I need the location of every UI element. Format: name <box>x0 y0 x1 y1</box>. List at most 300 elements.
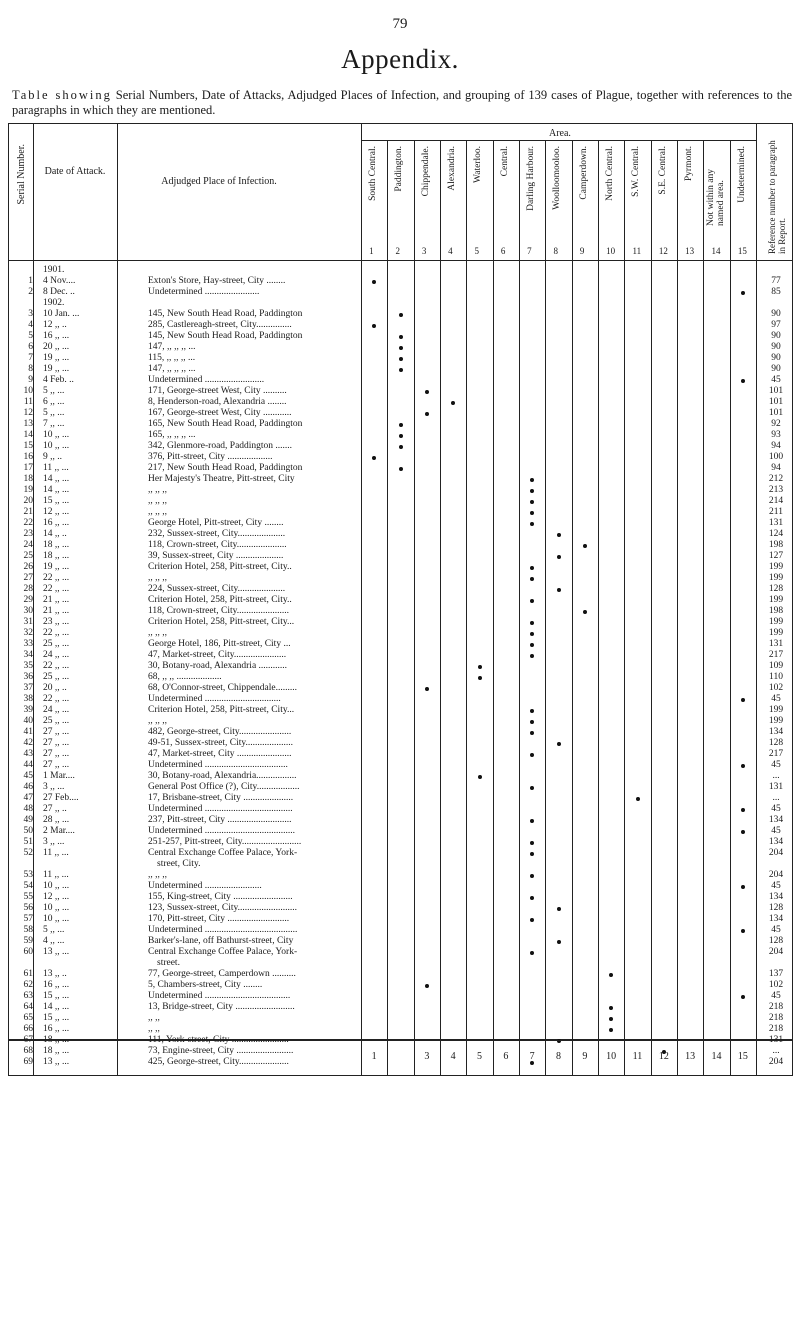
table-row <box>9 628 794 639</box>
place-of-infection: Undetermined ....................................... <box>148 925 298 935</box>
table-row <box>9 705 794 716</box>
place-of-infection: Exton's Store, Hay-street, City ........ <box>148 276 286 286</box>
attack-date: 14 ,, ... <box>43 485 70 495</box>
reference-number: 45 <box>771 881 781 891</box>
serial-number: 20 <box>23 496 33 506</box>
attack-date: 16 ,, ... <box>43 331 70 341</box>
serial-number: 58 <box>23 925 33 935</box>
area-marker <box>372 280 376 284</box>
column-divider <box>519 1041 520 1075</box>
area-marker <box>399 445 403 449</box>
attack-date: 13 ,, ... <box>43 947 70 957</box>
year-label: 1901. <box>43 265 65 275</box>
reference-number: 214 <box>768 496 784 506</box>
serial-number: 7 <box>28 353 33 363</box>
area-marker <box>530 577 534 581</box>
area-marker <box>530 709 534 713</box>
serial-number: 59 <box>23 936 33 946</box>
serial-number: 30 <box>23 606 33 616</box>
reference-number: 128 <box>768 738 784 748</box>
serial-number: 49 <box>23 815 33 825</box>
table-row <box>9 650 794 661</box>
table-row <box>9 375 794 386</box>
place-of-infection: Barker's-lane, off Bathurst-street, City <box>148 936 294 946</box>
date-header: Date of Attack. <box>44 166 106 177</box>
reference-number: 204 <box>768 870 784 880</box>
table-row-continuation <box>9 958 794 969</box>
place-of-infection: Criterion Hotel, 258, Pitt-street, City.. <box>148 595 292 605</box>
area-marker <box>636 797 640 801</box>
table-row <box>9 925 794 936</box>
table-row <box>9 837 794 848</box>
place-of-infection: 47, Market-street, City...................... <box>148 650 287 660</box>
place-header: Adjudged Place of Infection. <box>161 176 277 187</box>
area-column-header: South Central. <box>368 146 378 201</box>
serial-number: 35 <box>23 661 33 671</box>
table-row <box>9 507 794 518</box>
attack-date: 14 ,, ... <box>43 474 70 484</box>
area-marker <box>530 489 534 493</box>
table-row <box>9 276 794 287</box>
reference-number: 134 <box>768 815 784 825</box>
serial-number: 10 <box>23 386 33 396</box>
place-of-infection: ,, ,, <box>148 1024 160 1034</box>
serial-number: 68 <box>23 1046 33 1056</box>
place-of-infection: ,, ,, <box>148 1013 160 1023</box>
table-row <box>9 749 794 760</box>
area-marker <box>609 1028 613 1032</box>
area-marker <box>530 478 534 482</box>
attack-date: 2 Mar.... <box>43 826 75 836</box>
attack-date: 5 ,, ... <box>43 408 65 418</box>
area-column-header: Paddington. <box>394 146 405 192</box>
reference-number: 90 <box>771 353 781 363</box>
caption-text: Serial Numbers, Date of Attacks, Adjudged Places of Infection, and grouping of 139 cases of Plague, together with references to the paragraphs in which they are mentioned. <box>12 88 792 117</box>
place-of-infection: 165, New South Head Road, Paddington <box>148 419 303 429</box>
column-divider <box>361 124 362 260</box>
table-row <box>9 881 794 892</box>
reference-number: 94 <box>771 463 781 473</box>
table-row <box>9 793 794 804</box>
table-row <box>9 430 794 441</box>
place-of-infection: 73, Engine-street, City ........................ <box>148 1046 294 1056</box>
reference-number: 94 <box>771 441 781 451</box>
table-row <box>9 980 794 991</box>
table-row <box>9 551 794 562</box>
column-divider <box>361 1041 362 1075</box>
reference-number: 134 <box>768 892 784 902</box>
reference-number: ... <box>772 793 780 803</box>
serial-number: 3 <box>28 309 33 319</box>
attack-date: 13 ,, .. <box>43 969 67 979</box>
serial-number: 18 <box>23 474 33 484</box>
serial-number: 9 <box>28 375 33 385</box>
column-divider <box>572 1041 573 1075</box>
area-column-header: Chippendale. <box>420 146 431 197</box>
serial-number: 33 <box>23 639 33 649</box>
footer-column-number: 10 <box>606 1051 617 1062</box>
place-of-infection: 224, Sussex-street, City.................... <box>148 584 286 594</box>
place-of-infection: 376, Pitt-street, City ................... <box>148 452 273 462</box>
column-divider <box>624 140 625 260</box>
reference-number: 100 <box>768 452 784 462</box>
attack-date: 10 ,, ... <box>43 881 70 891</box>
attack-date: 19 ,, ... <box>43 364 70 374</box>
reference-number: 128 <box>768 903 784 913</box>
attack-date: 12 ,, ... <box>43 892 70 902</box>
reference-number: 199 <box>768 705 784 715</box>
attack-date: 10 ,, ... <box>43 903 70 913</box>
column-divider <box>703 1041 704 1075</box>
footer-column-number: 1 <box>371 1051 377 1062</box>
reference-number: 199 <box>768 716 784 726</box>
area-marker <box>530 500 534 504</box>
attack-date: 15 ,, ... <box>43 496 70 506</box>
area-column-number: 11 <box>632 246 642 256</box>
reference-number: 45 <box>771 760 781 770</box>
column-divider <box>33 1041 34 1075</box>
attack-date: 1 Mar.... <box>43 771 75 781</box>
attack-date: 20 ,, ... <box>43 342 70 352</box>
attack-date: 21 ,, ... <box>43 595 70 605</box>
reference-number: 90 <box>771 331 781 341</box>
table-row <box>9 738 794 749</box>
reference-number: 212 <box>768 474 784 484</box>
attack-date: 19 ,, ... <box>43 353 70 363</box>
attack-date: 28 ,, ... <box>43 815 70 825</box>
column-divider <box>598 140 599 260</box>
place-of-infection: 118, Crown-street, City..................... <box>148 540 287 550</box>
attack-date: 4 Feb. .. <box>43 375 74 385</box>
area-column-header: Alexandria. <box>447 146 457 191</box>
reference-number: 199 <box>768 562 784 572</box>
reference-number: 204 <box>768 848 784 858</box>
area-marker <box>741 995 745 999</box>
place-of-infection: George Hotel, 186, Pitt-street, City ... <box>148 639 291 649</box>
reference-number: 92 <box>771 419 781 429</box>
place-of-infection: 111, York-street, City ........................ <box>148 1035 289 1045</box>
column-divider <box>519 140 520 260</box>
area-column-number: 1 <box>369 246 374 256</box>
area-marker <box>530 599 534 603</box>
serial-number: 63 <box>23 991 33 1001</box>
table-row <box>9 397 794 408</box>
reference-number: 199 <box>768 628 784 638</box>
area-marker <box>557 588 561 592</box>
serial-number: 65 <box>23 1013 33 1023</box>
table-row <box>9 903 794 914</box>
reference-number: 102 <box>768 980 784 990</box>
reference-number: 45 <box>771 375 781 385</box>
table-row <box>9 584 794 595</box>
place-of-infection: 49-51, Sussex-street, City.................... <box>148 738 294 748</box>
area-marker <box>399 357 403 361</box>
place-of-infection: ,, ,, ,, <box>148 507 167 517</box>
place-of-infection: 17, Brisbane-street, City ..................... <box>148 793 294 803</box>
table-row <box>9 595 794 606</box>
area-marker <box>557 907 561 911</box>
serial-number: 25 <box>23 551 33 561</box>
area-column-header: Camperdown. <box>578 146 589 200</box>
footer-column-number: 9 <box>582 1051 588 1062</box>
reference-number: 134 <box>768 914 784 924</box>
serial-number: 5 <box>28 331 33 341</box>
area-marker <box>557 742 561 746</box>
serial-number: 2 <box>28 287 33 297</box>
place-of-infection: 170, Pitt-street, City .......................... <box>148 914 290 924</box>
area-marker <box>530 511 534 515</box>
footer-column-number: 6 <box>503 1051 509 1062</box>
area-marker <box>399 346 403 350</box>
table-row <box>9 331 794 342</box>
attack-date: 11 ,, ... <box>43 848 69 858</box>
attack-date: 23 ,, ... <box>43 617 70 627</box>
area-column-number: 5 <box>474 246 479 256</box>
area-column-number: 6 <box>500 246 506 256</box>
area-column-number: 8 <box>553 246 558 256</box>
attack-date: 10 ,, ... <box>43 914 70 924</box>
attack-date: 13 ,, ... <box>43 1057 70 1067</box>
area-column-number: 14 <box>711 246 721 256</box>
reference-number: 93 <box>771 430 781 440</box>
place-of-infection: 147, ,, ,, ,, ... <box>148 364 196 374</box>
place-of-infection: ,, ,, ,, <box>148 485 167 495</box>
column-divider <box>730 1041 731 1075</box>
place-of-infection: 342, Glenmore-road, Paddington ....... <box>148 441 293 451</box>
column-divider <box>387 140 388 260</box>
attack-date: 6 ,, ... <box>43 397 65 407</box>
table-row <box>9 727 794 738</box>
attack-date: 18 ,, ... <box>43 1035 70 1045</box>
place-of-infection: 5, Chambers-street, City ........ <box>148 980 263 990</box>
table-row <box>9 848 794 859</box>
table-row <box>9 1013 794 1024</box>
serial-number: 12 <box>23 408 33 418</box>
place-of-infection: 47, Market-street, City ....................... <box>148 749 292 759</box>
serial-number: 56 <box>23 903 33 913</box>
place-of-infection: Undetermined ........................ <box>148 881 262 891</box>
place-of-infection: General Post Office (?), City.................. <box>148 782 300 792</box>
reference-number: 109 <box>768 661 784 671</box>
area-column-header: Central. <box>499 146 510 177</box>
reference-number: 217 <box>768 650 784 660</box>
serial-number: 48 <box>23 804 33 814</box>
column-divider <box>545 140 546 260</box>
serial-number: 53 <box>23 870 33 880</box>
place-of-infection: Undetermined ...................................... <box>148 826 295 836</box>
table-row <box>9 991 794 1002</box>
column-divider <box>493 1041 494 1075</box>
attack-date: 5 ,, ... <box>43 386 65 396</box>
column-divider <box>730 140 731 260</box>
place-of-infection: ,, ,, ,, <box>148 496 167 506</box>
attack-date: 10 Jan. ... <box>43 309 80 319</box>
caption-lead: Table showing <box>12 88 112 102</box>
column-divider <box>598 1041 599 1075</box>
area-marker <box>530 731 534 735</box>
column-divider <box>651 140 652 260</box>
area-header: Area. <box>549 128 571 139</box>
table-row <box>9 1024 794 1035</box>
serial-number: 66 <box>23 1024 33 1034</box>
place-of-infection: 482, George-street, City...................... <box>148 727 292 737</box>
area-column-number: 13 <box>685 246 695 256</box>
area-column-header: S.W. Central. <box>631 146 642 197</box>
attack-date: 16 ,, ... <box>43 518 70 528</box>
serial-number: 15 <box>23 441 33 451</box>
attack-date: 27 ,, .. <box>43 804 67 814</box>
place-of-infection: 145, New South Head Road, Paddington <box>148 331 303 341</box>
table-footer <box>8 1040 793 1076</box>
place-of-infection: Undetermined ..................................... <box>148 804 293 814</box>
serial-number: 23 <box>23 529 33 539</box>
reference-number: 101 <box>768 386 784 396</box>
serial-number: 34 <box>23 650 33 660</box>
footer-column-number: 8 <box>556 1051 561 1062</box>
place-of-infection: 118, Crown-street, City...................... <box>148 606 289 616</box>
table-row <box>9 870 794 881</box>
year-label: 1902. <box>43 298 65 308</box>
column-divider <box>756 1041 757 1075</box>
serial-number: 57 <box>23 914 33 924</box>
serial-number: 14 <box>23 430 33 440</box>
table-row <box>9 452 794 463</box>
attack-date: 10 ,, ... <box>43 430 70 440</box>
area-marker <box>530 720 534 724</box>
table-row <box>9 694 794 705</box>
table-row <box>9 496 794 507</box>
serial-number: 38 <box>23 694 33 704</box>
table-row <box>9 1002 794 1013</box>
table-row-continuation <box>9 859 794 870</box>
table-row <box>9 914 794 925</box>
place-of-infection: Central Exchange Coffee Palace, York- <box>148 848 298 858</box>
place-of-infection: Criterion Hotel, 258, Pitt-street, City.. <box>148 562 292 572</box>
serial-number: 46 <box>23 782 33 792</box>
attack-date: 27 Feb.... <box>43 793 79 803</box>
column-divider <box>677 1041 678 1075</box>
attack-date: 3 ,, ... <box>43 782 65 792</box>
serial-number: 41 <box>23 727 33 737</box>
reference-number: 131 <box>768 518 784 528</box>
table-header <box>8 123 793 261</box>
reference-number: 199 <box>768 573 784 583</box>
area-marker <box>425 687 429 691</box>
attack-date: 27 ,, ... <box>43 760 70 770</box>
serial-number: 61 <box>23 969 33 979</box>
attack-date: 12 ,, ... <box>43 507 70 517</box>
attack-date: 19 ,, ... <box>43 562 70 572</box>
area-marker <box>530 874 534 878</box>
attack-date: 25 ,, ... <box>43 672 70 682</box>
serial-number: 60 <box>23 947 33 957</box>
area-marker <box>741 379 745 383</box>
attack-date: 5 ,, ... <box>43 925 65 935</box>
attack-date: 10 ,, ... <box>43 441 70 451</box>
area-marker <box>583 544 587 548</box>
column-divider <box>440 1041 441 1075</box>
footer-column-number: 13 <box>685 1051 696 1062</box>
serial-number: 50 <box>23 826 33 836</box>
area-marker <box>530 632 534 636</box>
serial-number: 4 <box>28 320 33 330</box>
area-column-header: S.E. Central. <box>657 146 668 195</box>
area-marker <box>399 467 403 471</box>
attack-date: 11 ,, ... <box>43 870 69 880</box>
column-divider <box>466 140 467 260</box>
attack-date: 16 ,, ... <box>43 1024 70 1034</box>
place-of-infection: 237, Pitt-street, City ........................... <box>148 815 292 825</box>
area-marker <box>530 643 534 647</box>
attack-date: 22 ,, ... <box>43 573 70 583</box>
table-row <box>9 716 794 727</box>
footer-column-number: 3 <box>424 1051 430 1062</box>
serial-number: 28 <box>23 584 33 594</box>
area-column-number: 12 <box>658 246 668 256</box>
table-row <box>9 639 794 650</box>
table-row <box>9 364 794 375</box>
reference-number: 45 <box>771 925 781 935</box>
area-marker <box>530 951 534 955</box>
area-column-header: Undetermined. <box>736 146 747 203</box>
serial-number: 43 <box>23 749 33 759</box>
area-marker <box>557 940 561 944</box>
attack-date: 22 ,, ... <box>43 694 70 704</box>
area-marker <box>425 984 429 988</box>
serial-number: 39 <box>23 705 33 715</box>
area-marker <box>609 1006 613 1010</box>
reference-number: 204 <box>768 1057 784 1067</box>
table-row <box>9 320 794 331</box>
table-row <box>9 419 794 430</box>
serial-number: 13 <box>23 419 33 429</box>
serial-number: 6 <box>28 342 33 352</box>
place-of-infection: Criterion Hotel, 258, Pitt-street, City... <box>148 617 295 627</box>
place-of-infection: Undetermined ....................... <box>148 287 260 297</box>
serial-number: 27 <box>23 573 33 583</box>
area-marker <box>372 456 376 460</box>
column-divider <box>117 124 118 260</box>
attack-date: 24 ,, ... <box>43 705 70 715</box>
reference-number: 90 <box>771 309 781 319</box>
serial-number: 22 <box>23 518 33 528</box>
table-row <box>9 947 794 958</box>
reference-number: 45 <box>771 991 781 1001</box>
serial-number: 51 <box>23 837 33 847</box>
area-column-header: Pyrmont. <box>684 146 694 182</box>
place-of-infection: 123, Sussex-street, City......................... <box>148 903 298 913</box>
table-row <box>9 386 794 397</box>
area-marker <box>741 698 745 702</box>
column-divider <box>466 1041 467 1075</box>
reference-number: ... <box>772 1046 780 1056</box>
area-column-number: 9 <box>579 246 585 256</box>
place-of-infection: ,, ,, ,, <box>148 628 167 638</box>
place-of-infection: street, City. <box>157 859 201 869</box>
area-marker <box>609 1017 613 1021</box>
serial-number: 55 <box>23 892 33 902</box>
table-row <box>9 408 794 419</box>
attack-date: 18 ,, ... <box>43 540 70 550</box>
column-divider <box>624 1041 625 1075</box>
serial-number: 45 <box>23 771 33 781</box>
area-marker <box>530 841 534 845</box>
place-of-infection: Undetermined ................................... <box>148 760 288 770</box>
place-of-infection: George Hotel, Pitt-street, City ........ <box>148 518 284 528</box>
attack-date: 18 ,, ... <box>43 551 70 561</box>
serial-number: 36 <box>23 672 33 682</box>
table-row <box>9 804 794 815</box>
